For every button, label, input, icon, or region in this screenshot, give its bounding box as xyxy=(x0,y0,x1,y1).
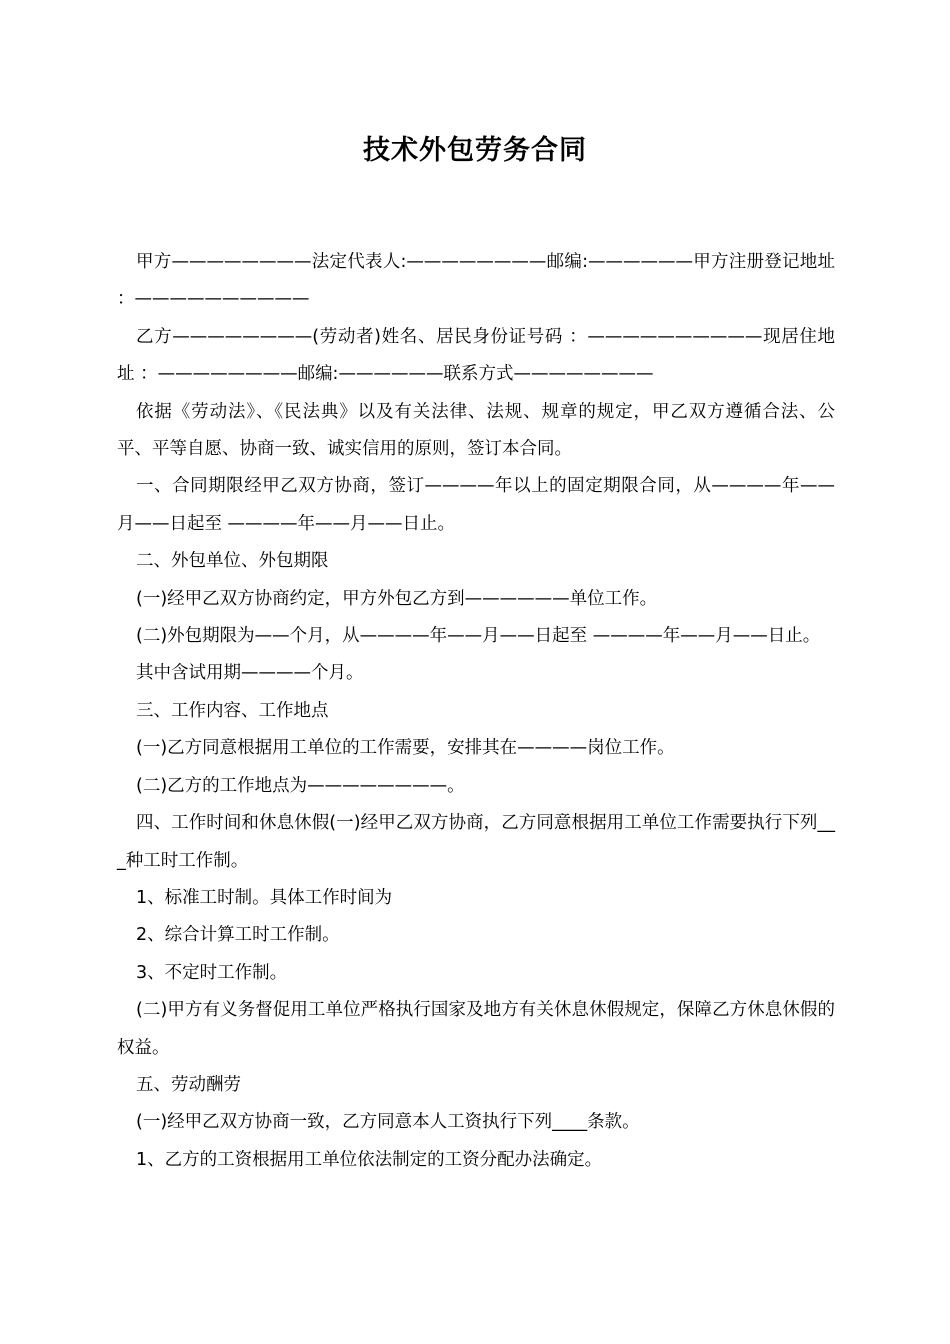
paragraph-probation: 其中含试用期————个月。 xyxy=(136,663,364,684)
list-item-flexible-hours: 3、不定时工作制。 xyxy=(136,962,288,983)
list-item-standard-hours: 1、标准工时制。具体工作时间为 xyxy=(136,887,393,908)
list-item-wage-method: 1、乙方的工资根据用工单位依法制定的工资分配办法确定。 xyxy=(136,1149,603,1170)
section-heading-outsourcing: 二、外包单位、外包期限 xyxy=(136,551,329,572)
paragraph-working-hours: 四、工作时间和休息休假(一)经甲乙双方协商，乙方同意根据用工单位工作需要执行下列___种工时工作制。 xyxy=(117,813,835,871)
paragraph-outsourcing-period: (二)外包期限为——个月，从————年——月——日起至 ————年——月——日止。 xyxy=(136,626,821,647)
document-title: 技术外包劳务合同 xyxy=(363,135,587,166)
paragraph-wage-clause: (一)经甲乙双方协商一致，乙方同意本人工资执行下列____条款。 xyxy=(136,1112,640,1133)
paragraph-party-a: 甲方————————法定代表人:————————邮编:——————甲方注册登记地址 ：—————————— xyxy=(117,252,835,310)
section-heading-remuneration: 五、劳动酬劳 xyxy=(136,1074,241,1095)
paragraph-work-post: (一)乙方同意根据用工单位的工作需要，安排其在————岗位工作。 xyxy=(136,738,675,759)
paragraph-contract-term: 一、合同期限经甲乙双方协商，签订————年以上的固定期限合同，从————年——月——日起至 ————年——月——日止。 xyxy=(117,476,835,534)
paragraph-legal-basis: 依据《劳动法》、《民法典》以及有关法律、法规、规章的规定，甲乙双方遵循合法、公平、平等自愿、协商一致、诚实信用的原则，签订本合同。 xyxy=(117,401,835,460)
paragraph-party-b: 乙方————————(劳动者)姓名、居民身份证号码 ：——————————现居住地址 ：————————邮编:——————联系方式———————— xyxy=(117,326,835,385)
document-body xyxy=(117,244,835,1179)
paragraph-rest-leave: (二)甲方有义务督促用工单位严格执行国家及地方有关休息休假规定，保障乙方休息休假的权益。 xyxy=(117,1000,835,1058)
list-item-comprehensive-hours: 2、综合计算工时工作制。 xyxy=(136,925,340,946)
paragraph-work-location: (二)乙方的工作地点为————————。 xyxy=(136,775,465,796)
section-heading-work-content: 三、工作内容、工作地点 xyxy=(136,700,329,721)
paragraph-outsourcing-unit: (一)经甲乙双方协商约定，甲方外包乙方到——————单位工作。 xyxy=(136,588,658,609)
